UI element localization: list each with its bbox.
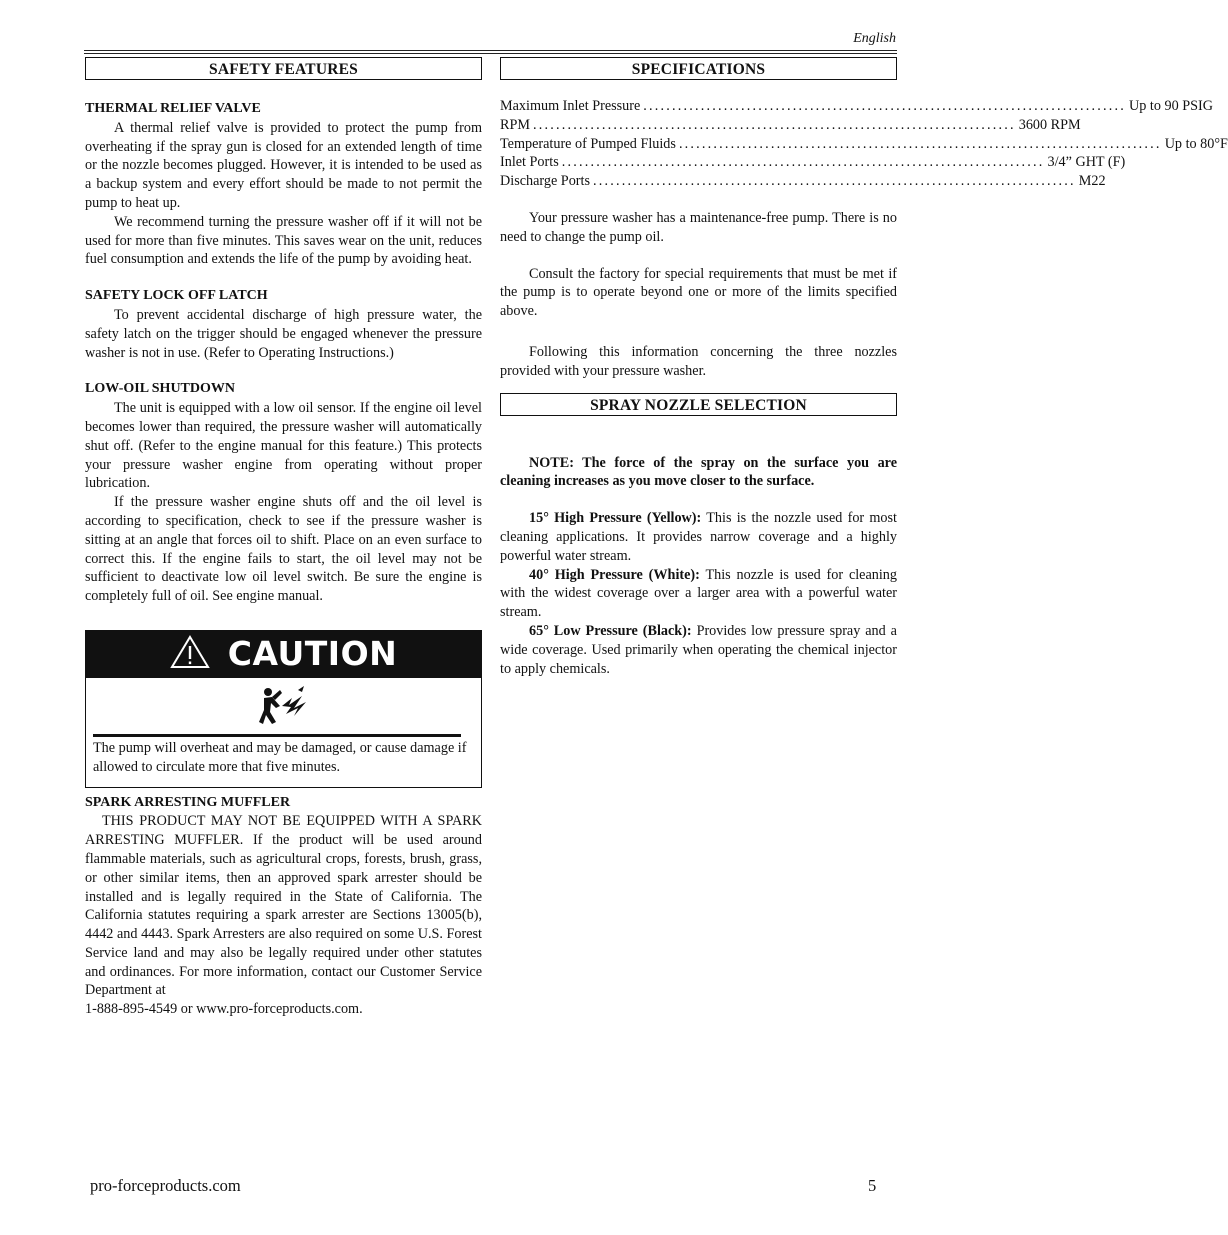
- heading-spark-arresting-muffler: SPARK ARRESTING MUFFLER: [85, 794, 291, 810]
- divider: [93, 734, 461, 737]
- header-rule: [84, 50, 897, 51]
- paragraph: Following this information concerning the three nozzles provided with your pressure washer.: [500, 343, 897, 379]
- spec-row: Temperature of Pumped Fluids .................................................................................... Up to 80°F: [500, 135, 1228, 152]
- spec-row: RPM .................................................................................... 3600 RPM: [500, 116, 1081, 133]
- language-label: English: [853, 31, 896, 46]
- paragraph: We recommend turning the pressure washer off if it will not be used for more than five minutes. This saves wear on the unit, reduces fuel consumption and extends the life of the pump by avoiding heat.: [85, 213, 482, 268]
- spec-value: 3600 RPM: [1018, 116, 1081, 133]
- nozzle-item: [500, 566, 897, 622]
- nozzle-item: [500, 622, 897, 678]
- caution-box: [85, 630, 482, 788]
- caution-banner: [86, 631, 481, 678]
- section-title-specifications: SPECIFICATIONS: [500, 57, 897, 80]
- left-column: [85, 57, 482, 1019]
- paragraph: The unit is equipped with a low oil sensor. If the engine oil level becomes lower than required, the pressure washer will automatically shut off. (Refer to the engine manual for this feature.) This protects your pressure washer engine from operating without proper lubrication.: [85, 400, 482, 492]
- page-number: 5: [868, 1176, 877, 1195]
- nozzle-desc: This nozzle is used for cleaning with the widest coverage over a larger area with a powerful water stream.: [500, 566, 897, 621]
- heading-low-oil-shutdown: LOW-OIL SHUTDOWN: [85, 381, 236, 397]
- nozzle-item: [500, 509, 897, 565]
- contact-info: 1-888-895-4549 or www.pro-forceproducts.com.: [85, 1001, 363, 1018]
- warning-triangle-icon: [170, 635, 210, 675]
- nozzle-name: 65° Low Pressure (Black):: [529, 622, 692, 639]
- spec-value: Up to 80°F: [1164, 135, 1228, 152]
- header-rule: [84, 53, 897, 54]
- nozzle-name: 40° High Pressure (White):: [529, 566, 700, 583]
- spec-label: Inlet Ports: [500, 154, 559, 171]
- paragraph: If the pressure washer engine shuts off and the oil level is according to specification, check to see if the pressure washer is sitting at an angle that forces oil to shift. Place on an even surface to correct this. If the engine fails to start, the oil level may not be sufficient to deactivate low oil level switch. Be sure the engine is completely full of oil. See engine manual.: [85, 494, 482, 605]
- paragraph: A thermal relief valve is provided to protect the pump from overheating if the spray gun is closed for an extended length of time or the nozzle becomes plugged. However, it is intended to be used as a backup system and every effort should be made to not permit the pump to heat up.: [85, 119, 482, 211]
- caution-title: CAUTION: [227, 634, 398, 674]
- paragraph: Consult the factory for special requirements that must be met if the pump is to operate beyond one or more of the limits specified above.: [500, 265, 897, 320]
- footer-website: pro-forceproducts.com: [90, 1176, 241, 1195]
- spec-label: Maximum Inlet Pressure: [500, 98, 641, 114]
- nozzle-desc: Provides low pressure spray and a wide coverage. Used primarily when operating the chemical injector to apply chemicals.: [500, 622, 897, 677]
- spec-label: RPM: [500, 116, 530, 133]
- right-column: [500, 57, 1228, 678]
- paragraph: To prevent accidental discharge of high pressure water, the safety latch on the trigger should be engaged whenever the pressure washer is not in use. (Refer to Operating Instructions.): [85, 306, 482, 361]
- spec-value: M22: [1078, 173, 1106, 190]
- nozzle-name: 15° High Pressure (Yellow):: [529, 510, 702, 527]
- spec-value: 3/4” GHT (F): [1047, 154, 1126, 171]
- spec-value: Up to 90 PSIG: [1129, 98, 1213, 114]
- heading-safety-lock-off-latch: SAFETY LOCK OFF LATCH: [85, 288, 268, 304]
- spec-label: Discharge Ports: [500, 173, 590, 190]
- spec-label: Temperature of Pumped Fluids: [500, 135, 676, 152]
- spec-row: Inlet Ports .................................................................................... 3/4” GHT (F): [500, 154, 1126, 171]
- paragraph: THIS PRODUCT MAY NOT BE EQUIPPED WITH A SPARK ARRESTING MUFFLER. If the product will be used around flammable materials, such as agricultural crops, forests, brush, grass, or other similar items, then an approved spark arrester should be installed and is legally required in the State of California. The California statutes requiring a spark arrester are Sections 13005(b), 4442 and 4443. Spark Arresters are also required on some U.S. Forest Service land and may also be legally required under other statutes and ordinances. For more information, contact our Customer Service Department at: [85, 813, 482, 999]
- heading-thermal-relief-valve: THERMAL RELIEF VALVE: [85, 101, 261, 116]
- section-title-safety-features: SAFETY FEATURES: [85, 57, 482, 80]
- electric-shock-icon: [93, 684, 474, 734]
- note: NOTE: The force of the spray on the surface you are cleaning increases as you move closer to the surface.: [500, 454, 897, 490]
- spec-list: [500, 97, 1228, 191]
- nozzle-desc: This is the nozzle used for most cleaning applications. It provides narrow coverage and a highly powerful water stream.: [500, 510, 897, 564]
- spec-row: Maximum Inlet Pressure .................................................................................... Up to 90 PSIG: [500, 98, 1213, 114]
- caution-text: The pump will overheat and may be damaged, or cause damage if allowed to circulate more that five minutes.: [93, 739, 467, 775]
- paragraph: Your pressure washer has a maintenance-free pump. There is no need to change the pump oil.: [500, 209, 897, 245]
- section-title-spray-nozzle-selection: SPRAY NOZZLE SELECTION: [500, 393, 897, 416]
- spec-row: Discharge Ports .................................................................................... M22: [500, 173, 1106, 190]
